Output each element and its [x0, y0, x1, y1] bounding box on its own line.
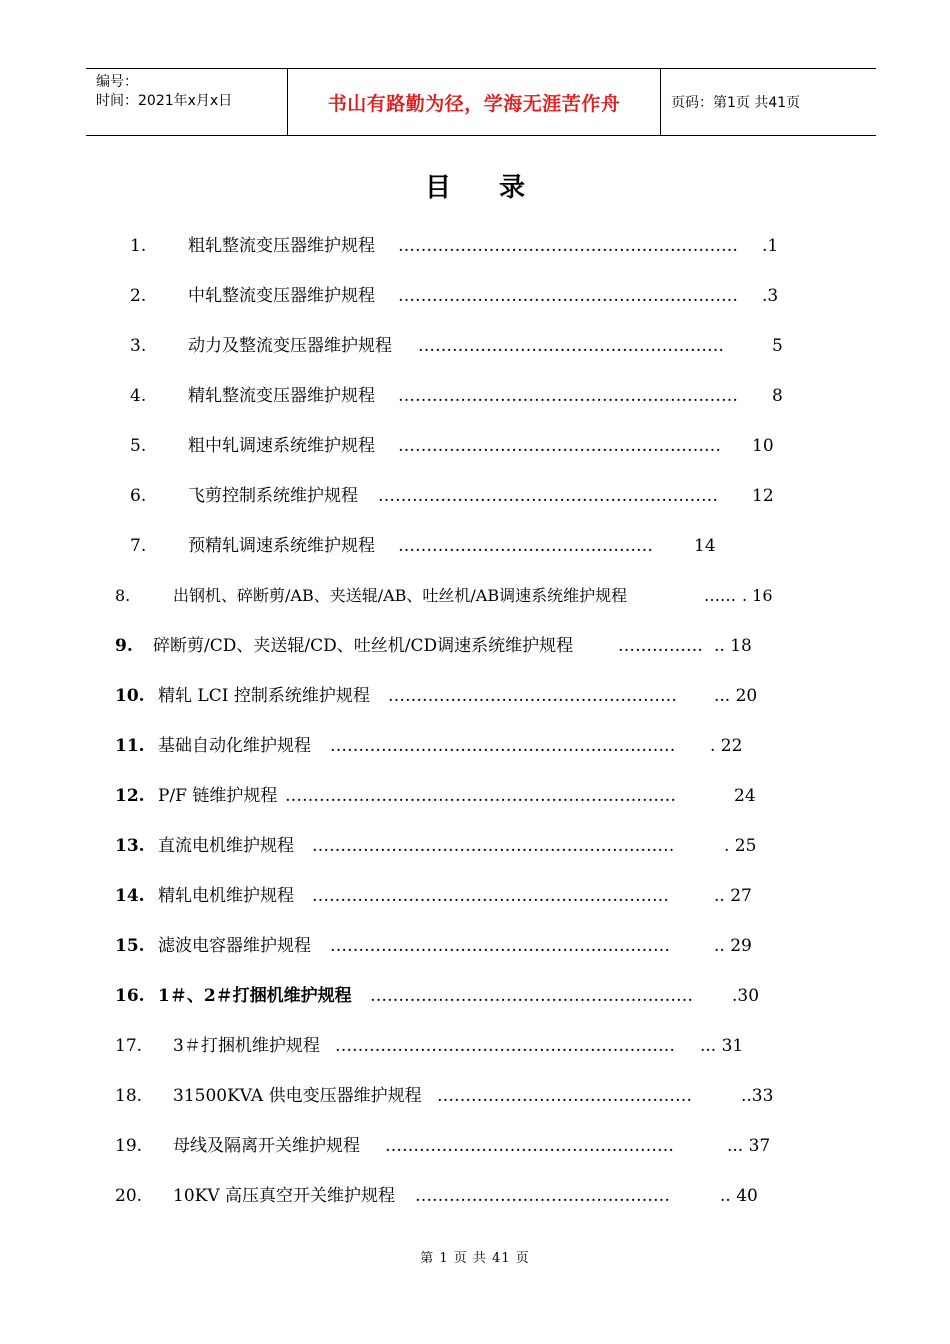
- toc-entry-page: ... 37: [727, 1136, 771, 1156]
- toc-entry-page: ... 31: [700, 1036, 744, 1056]
- toc-entry[interactable]: [0, 234, 950, 258]
- toc-entry-page: . 25: [724, 836, 757, 856]
- toc-entry-title: 10KV 高压真空开关维护规程: [173, 1186, 396, 1206]
- time-label: 时间：2021年x月x日: [96, 93, 233, 109]
- toc-entry-page: . 16: [742, 586, 773, 605]
- toc-entry-leader: ……………………………………………………: [398, 286, 738, 306]
- toc-entry-page: .. 29: [714, 936, 752, 956]
- toc-entry-leader: ……………………………………………: [388, 686, 677, 706]
- toc-entry-leader: …………………………………………………: [398, 436, 721, 456]
- toc-entry-number: 20.: [115, 1186, 143, 1206]
- toc-entry[interactable]: [0, 1034, 950, 1058]
- toc-entry-title: 31500KVA 供电变压器维护规程: [173, 1086, 422, 1106]
- toc-entry-page: .3: [762, 286, 779, 306]
- toc-entry-leader: ……………………………………………………: [398, 386, 738, 406]
- header-page-label: 页码：第1页 共41页: [671, 95, 801, 111]
- toc-entry-number: 5.: [130, 436, 147, 456]
- toc-entry-page: . 22: [710, 736, 743, 756]
- toc-entry-page: 24: [734, 786, 756, 806]
- toc-entry-page: .. 27: [714, 886, 752, 906]
- toc-entry[interactable]: [0, 484, 950, 508]
- toc-entry-number: 13.: [115, 836, 145, 856]
- toc-entry[interactable]: [0, 884, 950, 908]
- toc-entry-leader: ……………………………………………………: [398, 236, 738, 256]
- toc-entry-leader: ………………………………………….…………: [330, 736, 676, 756]
- toc-entry-title: 粗轧整流变压器维护规程: [188, 236, 375, 256]
- toc-entry[interactable]: [0, 684, 950, 708]
- toc-entry-page: 14: [694, 536, 716, 556]
- toc-entry[interactable]: [0, 784, 950, 808]
- toc-entry-leader: ………………………………………: [398, 536, 653, 556]
- page-title: 目录: [424, 173, 573, 203]
- page-footer: 第 1 页 共 41 页: [420, 1251, 530, 1266]
- toc-entry-number: 18.: [115, 1086, 143, 1106]
- toc-entry[interactable]: [0, 1184, 950, 1208]
- toc-entry-leader: ……: [704, 586, 736, 605]
- toc-entry-page: .30: [732, 986, 760, 1006]
- toc-entry-number: 3.: [130, 336, 147, 356]
- toc-entry-title: 动力及整流变压器维护规程: [188, 336, 392, 356]
- toc-entry-page: ..33: [741, 1086, 774, 1106]
- toc-entry-leader: …………………………………….…………………: [312, 836, 675, 856]
- toc-entry-number: 16.: [115, 986, 145, 1006]
- toc-entry-title: 母线及隔离开关维护规程: [173, 1136, 360, 1156]
- toc-entry[interactable]: [0, 634, 950, 658]
- toc-entry-title: 基础自动化维护规程: [158, 736, 311, 756]
- toc-entry-number: 1.: [130, 236, 147, 256]
- toc-entry-number: 14.: [115, 886, 145, 906]
- toc-entry[interactable]: [0, 1084, 950, 1108]
- toc-entry-title: 飞剪控制系统维护规程: [188, 486, 358, 506]
- toc-entry-title: 精轧电机维护规程: [158, 886, 294, 906]
- toc-entry-title: 精轧整流变压器维护规程: [188, 386, 375, 406]
- toc-entry-title: 3＃打捆机维护规程: [173, 1036, 320, 1056]
- toc-entry-number: 11.: [115, 736, 145, 756]
- toc-entry-page: 12: [752, 486, 774, 506]
- toc-entry-page: .. 18: [714, 636, 752, 656]
- toc-entry-leader: ……………………………………………: [385, 1136, 674, 1156]
- toc-entry[interactable]: [0, 284, 950, 308]
- toc-entry-title: 滤波电容器维护规程: [158, 936, 311, 956]
- toc-entry[interactable]: [0, 584, 950, 608]
- toc-entry-title: 直流电机维护规程: [158, 836, 294, 856]
- toc-entry[interactable]: [0, 1134, 950, 1158]
- toc-entry-leader: ……………: [618, 636, 703, 656]
- toc-entry[interactable]: [0, 734, 950, 758]
- toc-entry-title: 中轧整流变压器维护规程: [188, 286, 375, 306]
- toc-entry-page: 10: [752, 436, 774, 456]
- header-motto: 书山有路勤为径，学海无涯苦作舟: [288, 69, 661, 135]
- toc-entry-page: 5: [772, 336, 783, 356]
- code-label: 编号：: [96, 74, 138, 90]
- toc-entry-title: P/F 链维护规程: [158, 786, 278, 806]
- toc-entry-leader: ……………………………………………………: [335, 1036, 675, 1056]
- toc-entry-leader: ……………………………………………………: [378, 486, 718, 506]
- toc-entry[interactable]: [0, 434, 950, 458]
- toc-entry-number: 2.: [130, 286, 147, 306]
- toc-entry-title: 碎断剪/CD、夹送辊/CD、吐丝机/CD调速系统维护规程: [153, 636, 574, 656]
- toc-entry[interactable]: [0, 384, 950, 408]
- toc-entry-title: 精轧 LCI 控制系统维护规程: [158, 686, 370, 706]
- toc-entry-page: .. 40: [720, 1186, 758, 1206]
- toc-entry-leader: ………………………………………………………: [312, 886, 669, 906]
- toc-entry-number: 12.: [115, 786, 145, 806]
- toc-entry[interactable]: [0, 334, 950, 358]
- toc-entry-leader: ………………………………………………: [418, 336, 724, 356]
- toc-entry-leader: ……………………………………………………………: [285, 786, 676, 806]
- toc-entry-number: 6.: [130, 486, 147, 506]
- toc-entry-leader: …………………………………………………: [370, 986, 693, 1006]
- toc-entry-leader: ………………………………………: [437, 1086, 692, 1106]
- toc-entry[interactable]: [0, 534, 950, 558]
- toc-entry-number: 10.: [115, 686, 145, 706]
- toc-entry-leader: ………………………………………: [415, 1186, 670, 1206]
- toc-entry-page: ... 20: [714, 686, 758, 706]
- toc-entry-number: 8.: [115, 586, 131, 605]
- toc-entry-number: 15.: [115, 936, 145, 956]
- toc-entry-title: 出钢机、碎断剪/AB、夹送辊/AB、吐丝机/AB调速系统维护规程: [173, 586, 628, 605]
- toc-entry-number: 4.: [130, 386, 147, 406]
- toc-entry-number: 17.: [115, 1036, 143, 1056]
- toc-entry-title: 1＃、2＃打捆机维护规程: [158, 986, 352, 1006]
- toc-entry-number: 9.: [115, 636, 133, 656]
- toc-entry-leader: ……………………………………………………: [330, 936, 670, 956]
- toc-entry-number: 19.: [115, 1136, 143, 1156]
- toc-entry[interactable]: [0, 834, 950, 858]
- toc-entry-number: 7.: [130, 536, 147, 556]
- toc-entry-page: 8: [772, 386, 783, 406]
- toc-entry-title: 预精轧调速系统维护规程: [188, 536, 375, 556]
- toc-entry-page: .1: [762, 236, 779, 256]
- toc-entry[interactable]: [0, 984, 950, 1008]
- toc-entry-title: 粗中轧调速系统维护规程: [188, 436, 375, 456]
- toc-entry[interactable]: [0, 934, 950, 958]
